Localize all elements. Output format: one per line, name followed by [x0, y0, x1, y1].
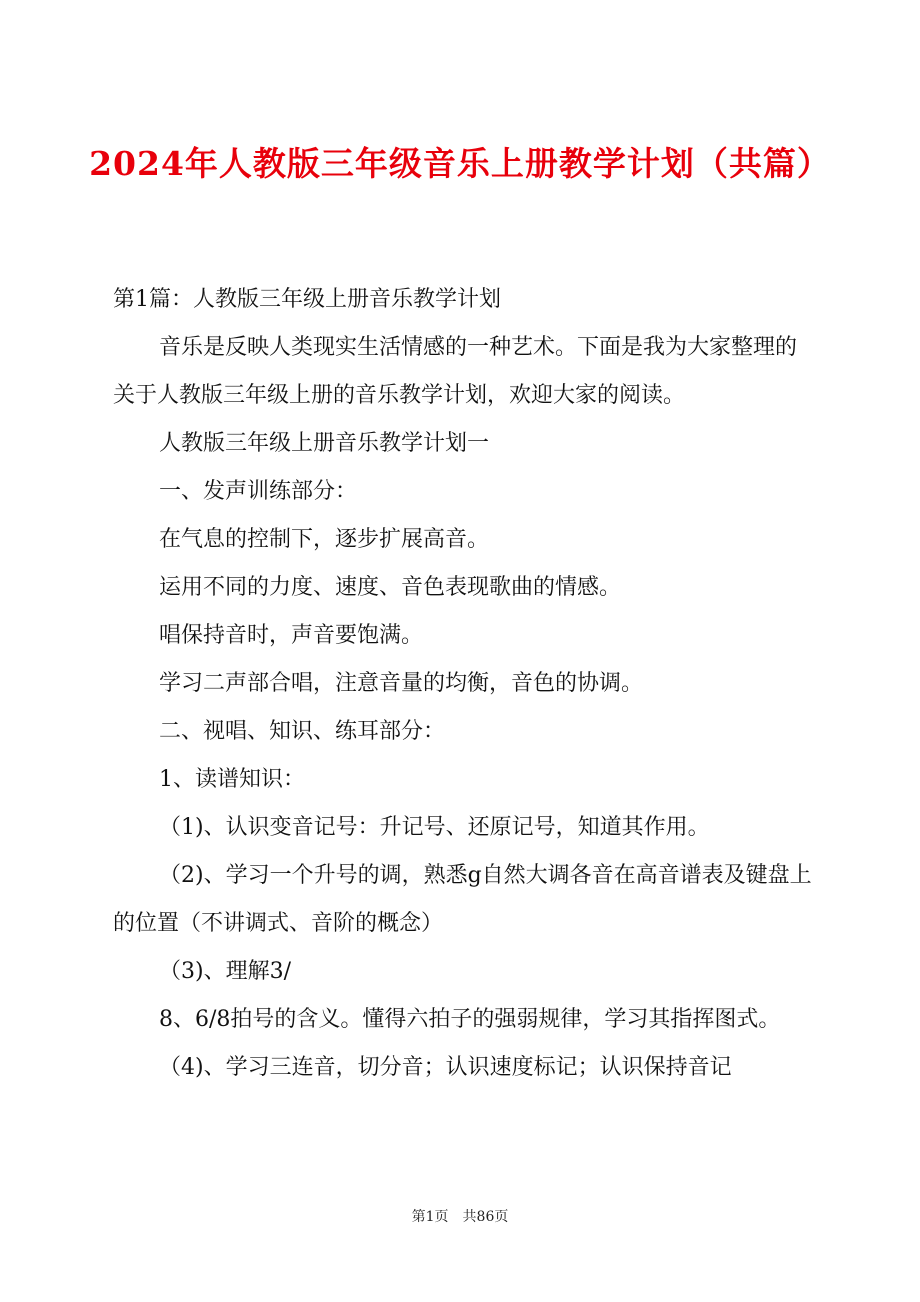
paragraph: （2)、学习一个升号的调，熟悉g自然大调各音在高音谱表及键盘上的位置（不讲调式、音阶的概念）: [113, 863, 812, 936]
paragraph: （4)、学习三连音，切分音；认识速度标记；认识保持音记: [159, 1055, 732, 1080]
paragraph: 人教版三年级上册音乐教学计划一: [159, 431, 490, 456]
document-body: [113, 276, 813, 1092]
document-title: 2024年人教版三年级音乐上册教学计划（共篇）: [89, 144, 831, 183]
page-footer: 第1页 共86页: [411, 1209, 509, 1225]
paragraph: 一、发声训练部分：: [159, 479, 358, 504]
section-heading: 第1篇：人教版三年级上册音乐教学计划: [113, 287, 501, 312]
paragraph: 在气息的控制下，逐步扩展高音。: [159, 527, 490, 552]
paragraph: 唱保持音时，声音要饱满。: [159, 623, 424, 648]
paragraph: （3)、理解3/: [159, 959, 291, 984]
paragraph: 音乐是反映人类现实生活情感的一种艺术。下面是我为大家整理的关于人教版三年级上册的音乐教学计划，欢迎大家的阅读。: [113, 335, 798, 408]
paragraph: 8、6/8拍号的含义。懂得六拍子的强弱规律，学习其指挥图式。: [159, 1007, 781, 1032]
paragraph: 1、读谱知识：: [159, 767, 305, 792]
paragraph: 二、视唱、知识、练耳部分：: [159, 719, 446, 744]
paragraph: 学习二声部合唱，注意音量的均衡，音色的协调。: [159, 671, 644, 696]
paragraph: 运用不同的力度、速度、音色表现歌曲的情感。: [159, 575, 622, 600]
paragraph: （1)、认识变音记号：升记号、还原记号，知道其作用。: [159, 815, 710, 840]
